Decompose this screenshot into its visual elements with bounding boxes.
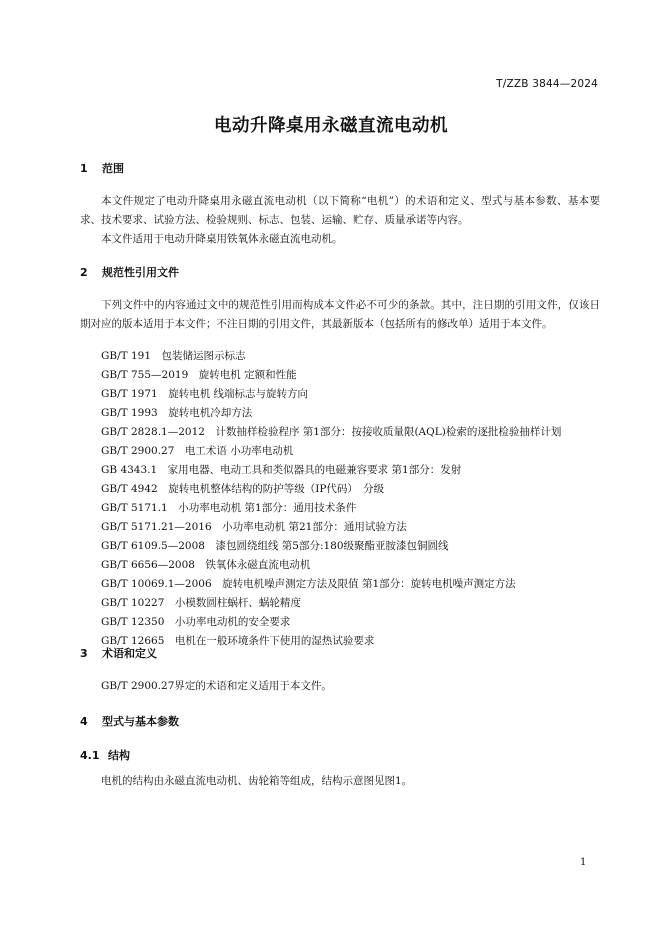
reference-item: GB/T 12350 小功率电动机的安全要求 bbox=[101, 616, 291, 628]
section-2-intro: 下列文件中的内容通过文中的规范性引用而构成本文件必不可少的条款。其中，注日期的引用文件，仅该日期对应的版本适用于本文件；不注日期的引用文件，其最新版本（包括所有的修改单）适用于本文件。 bbox=[80, 299, 600, 330]
reference-item: GB/T 2828.1—2012 计数抽样检验程序 第1部分：按接收质量限(AQL)检索的逐批检验抽样计划 bbox=[101, 426, 562, 438]
section-title: 型式与基本参数 bbox=[102, 715, 179, 728]
section-1-paragraph-2: 本文件适用于电动升降桌用铁氧体永磁直流电动机。 bbox=[101, 233, 343, 245]
section-3-paragraph: GB/T 2900.27界定的术语和定义适用于本文件。 bbox=[101, 680, 332, 692]
reference-item: GB/T 755—2019 旋转电机 定额和性能 bbox=[101, 369, 297, 381]
reference-item: GB/T 5171.21—2016 小功率电动机 第21部分：通用试验方法 bbox=[101, 521, 407, 533]
section-2-heading bbox=[80, 264, 179, 280]
reference-item: GB 4343.1 家用电器、电动工具和类似器具的电磁兼容要求 第1部分：发射 bbox=[101, 464, 462, 476]
page-number: 1 bbox=[580, 857, 587, 868]
reference-item: GB/T 10069.1—2006 旋转电机噪声测定方法及限值 第1部分：旋转电机噪声测定方法 bbox=[101, 578, 516, 590]
reference-item: GB/T 12665 电机在一般环境条件下使用的湿热试验要求 bbox=[101, 635, 375, 647]
section-number: 2 bbox=[80, 266, 88, 279]
document-code: T/ZZB 3844—2024 bbox=[496, 78, 598, 90]
reference-item: GB/T 6656—2008 铁氧体永磁直流电动机 bbox=[101, 559, 311, 571]
section-title: 规范性引用文件 bbox=[102, 266, 179, 279]
section-number: 4.1 bbox=[80, 749, 100, 762]
reference-item: GB/T 10227 小模数圆柱蜗杆、蜗轮精度 bbox=[101, 597, 301, 609]
section-1-paragraph-1: 本文件规定了电动升降桌用永磁直流电动机（以下简称“电机”）的术语和定义、型式与基本参数、基本要求、技术要求、试验方法、检验规则、标志、包装、运输、贮存、质量承诺等内容。 bbox=[80, 195, 600, 226]
reference-list bbox=[101, 347, 561, 651]
section-4-1-paragraph: 电机的结构由永磁直流电动机、齿轮箱等组成，结构示意图见图1。 bbox=[101, 775, 413, 787]
section-title: 结构 bbox=[108, 749, 130, 762]
section-number: 3 bbox=[80, 647, 88, 660]
section-number: 4 bbox=[80, 715, 88, 728]
section-4-1-heading bbox=[80, 747, 130, 763]
section-3-heading bbox=[80, 645, 157, 661]
section-title: 范围 bbox=[102, 162, 124, 175]
reference-item: GB/T 4942 旋转电机整体结构的防护等级（IP代码） 分级 bbox=[101, 483, 385, 495]
section-number: 1 bbox=[80, 162, 88, 175]
reference-item: GB/T 1971 旋转电机 线端标志与旋转方向 bbox=[101, 388, 309, 400]
reference-item: GB/T 191 包装储运图示标志 bbox=[101, 350, 246, 362]
reference-item: GB/T 2900.27 电工术语 小功率电动机 bbox=[101, 445, 294, 457]
document-title: 电动升降桌用永磁直流电动机 bbox=[214, 116, 448, 136]
reference-item: GB/T 1993 旋转电机冷却方法 bbox=[101, 407, 253, 419]
reference-item: GB/T 6109.5—2008 漆包圆绕组线 第5部分:180级聚酯亚胺漆包铜圆线 bbox=[101, 540, 449, 552]
section-4-heading bbox=[80, 713, 179, 729]
section-title: 术语和定义 bbox=[102, 647, 157, 660]
reference-item: GB/T 5171.1 小功率电动机 第1部分：通用技术条件 bbox=[101, 502, 357, 514]
section-1-heading bbox=[80, 160, 124, 176]
